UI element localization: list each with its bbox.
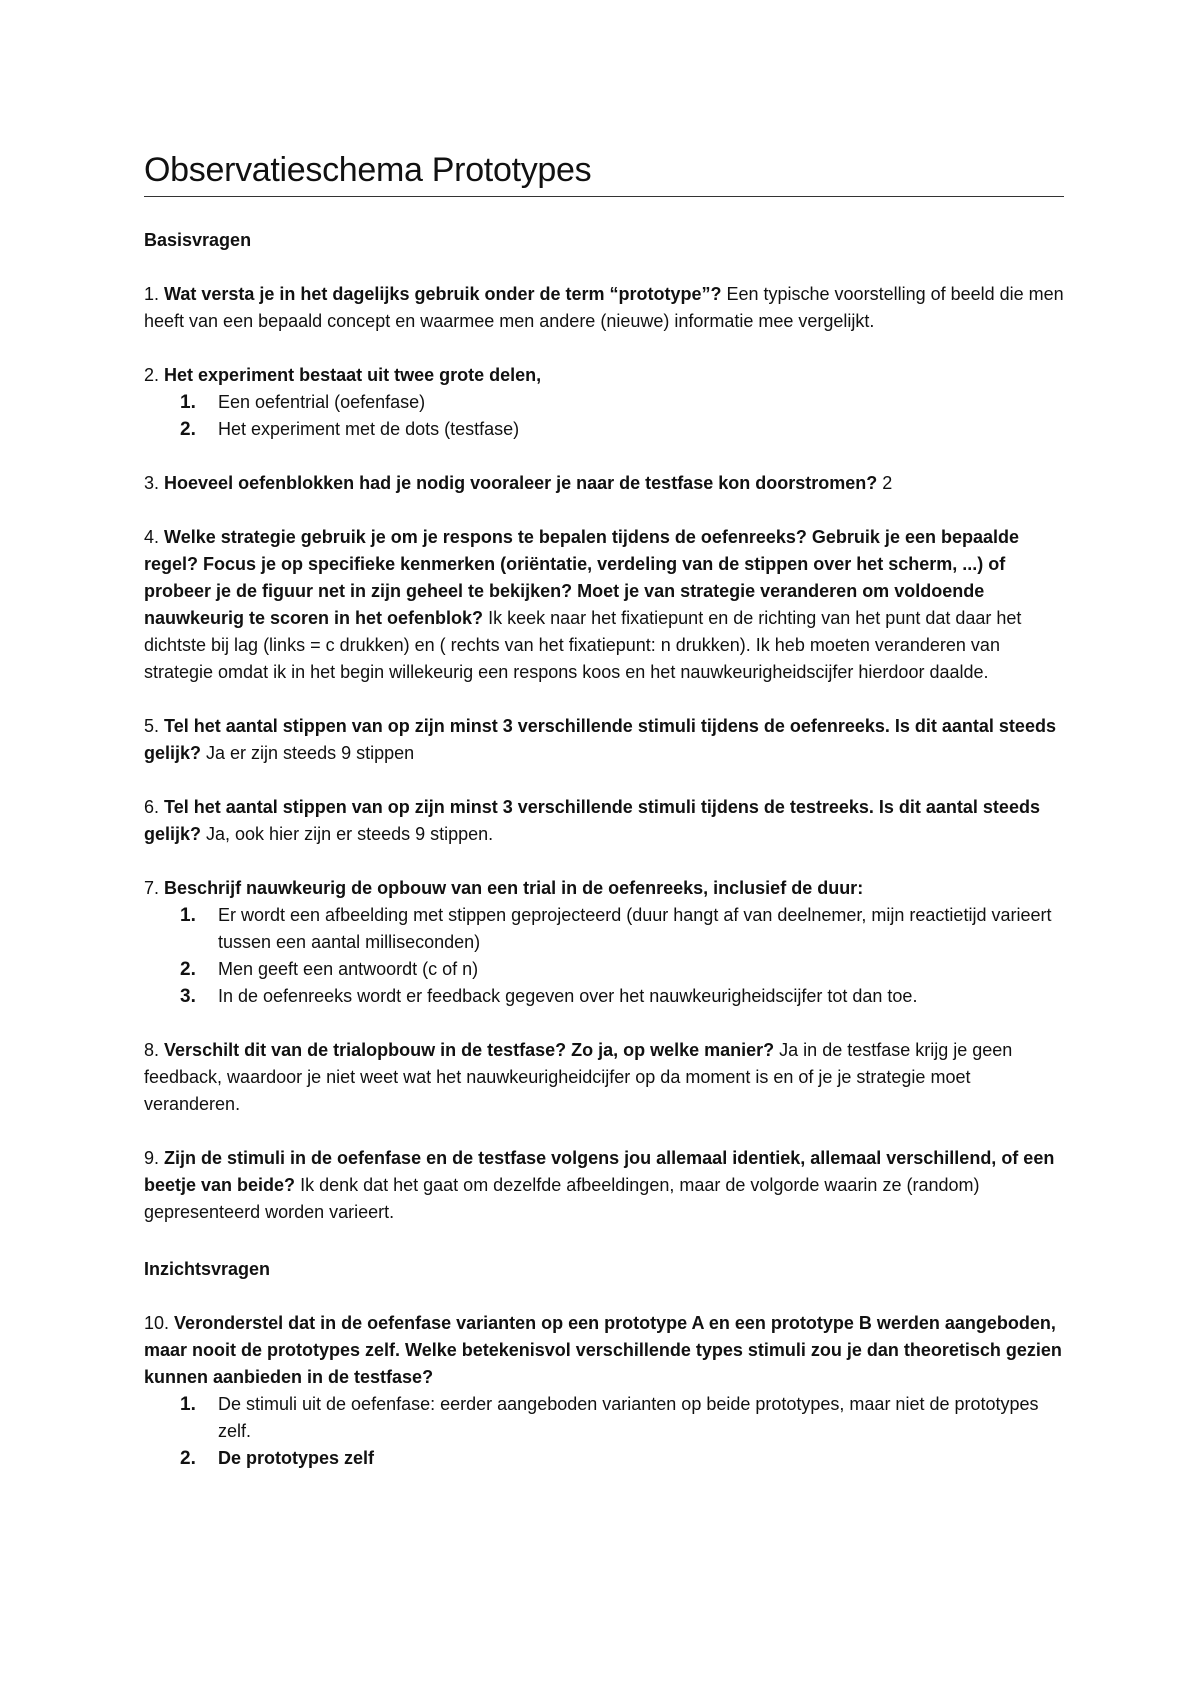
question-7-text: Beschrijf nauwkeurig de opbouw van een trial in de oefenreeks, inclusief de duur:: [164, 878, 864, 898]
question-9-number: 9.: [144, 1148, 160, 1168]
list-item-text: Er wordt een afbeelding met stippen geprojecteerd (duur hangt af van deelnemer, mijn reactietijd varieert tussen een aantal milliseconden): [218, 905, 1052, 952]
question-5-text: Tel het aantal stippen van op zijn minst 3 verschillende stimuli tijdens de oefenreeks. Is dit aantal steeds gelijk?: [144, 716, 1056, 763]
question-8-number: 8.: [144, 1040, 160, 1060]
list-item-text: De stimuli uit de oefenfase: eerder aangeboden varianten op beide prototypes, maar niet de prototypes zelf.: [218, 1394, 1039, 1441]
question-10-text: Veronderstel dat in de oefenfase varianten op een prototype A en een prototype B werden aangeboden, maar nooit de prototypes zelf. Welke betekenisvol verschillende types stimuli zou je dan theoretisch gezien kunnen aanbieden in de testfase?: [144, 1313, 1062, 1387]
question-4: [144, 524, 1064, 686]
question-1-text: Wat versta je in het dagelijks gebruik onder de term “prototype”?: [164, 284, 722, 304]
list-item-number: 1.: [180, 905, 196, 926]
question-2-text: Het experiment bestaat uit twee grote delen,: [164, 365, 542, 385]
question-1-answer: Een typische voorstelling of beeld die men heeft van een bepaald concept en waarmee men andere (nieuwe) informatie mee vergelijkt.: [144, 284, 1064, 331]
document-page: [144, 148, 1064, 1472]
list-item: [144, 416, 1064, 443]
list-item: [144, 956, 1064, 983]
question-7-list: [144, 902, 1064, 1010]
list-item-text: De prototypes zelf: [218, 1448, 375, 1468]
question-4-number: 4.: [144, 527, 160, 547]
list-item-number: 2.: [180, 959, 196, 980]
question-3-text: Hoeveel oefenblokken had je nodig vooraleer je naar de testfase kon doorstromen?: [164, 473, 878, 493]
question-6-answer: Ja, ook hier zijn er steeds 9 stippen.: [201, 824, 494, 844]
list-item: [144, 389, 1064, 416]
question-2-number: 2.: [144, 365, 160, 385]
question-6-text: Tel het aantal stippen van op zijn minst 3 verschillende stimuli tijdens de testreeks. Is dit aantal steeds gelijk?: [144, 797, 1040, 844]
question-8-text: Verschilt dit van de trialopbouw in de testfase? Zo ja, op welke manier?: [164, 1040, 775, 1060]
question-2: [144, 362, 1064, 443]
list-item-number: 2.: [180, 1448, 196, 1469]
question-4-text: Welke strategie gebruik je om je respons te bepalen tijdens de oefenreeks? Gebruik je een bepaalde regel? Focus je op specifieke kenmerken (oriëntatie, verdeling van de stippen over het scherm, ...) of probeer je de figuur net in zijn geheel te bekijken? Moet je van strategie veranderen om voldoende nauwkeurig te scoren in het oefenblok?: [144, 527, 1019, 628]
question-6-number: 6.: [144, 797, 160, 817]
list-item: [144, 902, 1064, 956]
list-item-number: 2.: [180, 419, 196, 440]
list-item-number: 1.: [180, 1394, 196, 1415]
question-3-answer: 2: [877, 473, 893, 493]
question-9: [144, 1145, 1064, 1226]
section-heading-insight: Inzichtsvragen: [144, 1259, 271, 1279]
question-2-list: [144, 389, 1064, 443]
question-3-number: 3.: [144, 473, 160, 493]
page-title: Observatieschema Prototypes: [144, 148, 1064, 197]
question-1-number: 1.: [144, 284, 160, 304]
question-10: [144, 1310, 1064, 1472]
question-9-text: Zijn de stimuli in de oefenfase en de testfase volgens jou allemaal identiek, allemaal verschillend, of een beetje van beide?: [144, 1148, 1055, 1195]
list-item: [144, 983, 1064, 1010]
list-item: [144, 1391, 1064, 1445]
list-item: [144, 1445, 1064, 1472]
question-7: [144, 875, 1064, 1010]
question-10-number: 10.: [144, 1313, 170, 1333]
question-8-answer: Ja in de testfase krijg je geen feedback, waardoor je niet weet wat het nauwkeurigheidcijfer op da moment is en of je je strategie moet veranderen.: [144, 1040, 1013, 1114]
question-4-answer: Ik keek naar het fixatiepunt en de richting van het punt dat daar het dichtste bij lag (links = c drukken) en ( rechts van het fixatiepunt: n drukken). Ik heb moeten veranderen van strategie omdat ik in het begin willekeurig een respons koos en het nauwkeurigheidscijfer hierdoor daalde.: [144, 608, 1022, 682]
list-item-text: Men geeft een antwoordt (c of n): [218, 959, 479, 979]
question-10-list: [144, 1391, 1064, 1472]
question-5-answer: Ja er zijn steeds 9 stippen: [201, 743, 415, 763]
question-9-answer: Ik denk dat het gaat om dezelfde afbeeldingen, maar de volgorde waarin ze (random) gepresenteerd worden varieert.: [144, 1175, 980, 1222]
question-6: [144, 794, 1064, 848]
question-1: [144, 281, 1064, 335]
section-heading-basic: Basisvragen: [144, 230, 252, 250]
list-item-text: In de oefenreeks wordt er feedback gegeven over het nauwkeurigheidscijfer tot dan toe.: [218, 986, 918, 1006]
list-item-number: 1.: [180, 392, 196, 413]
question-7-number: 7.: [144, 878, 160, 898]
question-3: [144, 470, 1064, 497]
list-item-text: Het experiment met de dots (testfase): [218, 419, 520, 439]
question-5-number: 5.: [144, 716, 160, 736]
question-5: [144, 713, 1064, 767]
question-8: [144, 1037, 1064, 1118]
list-item-text: Een oefentrial (oefenfase): [218, 392, 426, 412]
list-item-number: 3.: [180, 986, 196, 1007]
